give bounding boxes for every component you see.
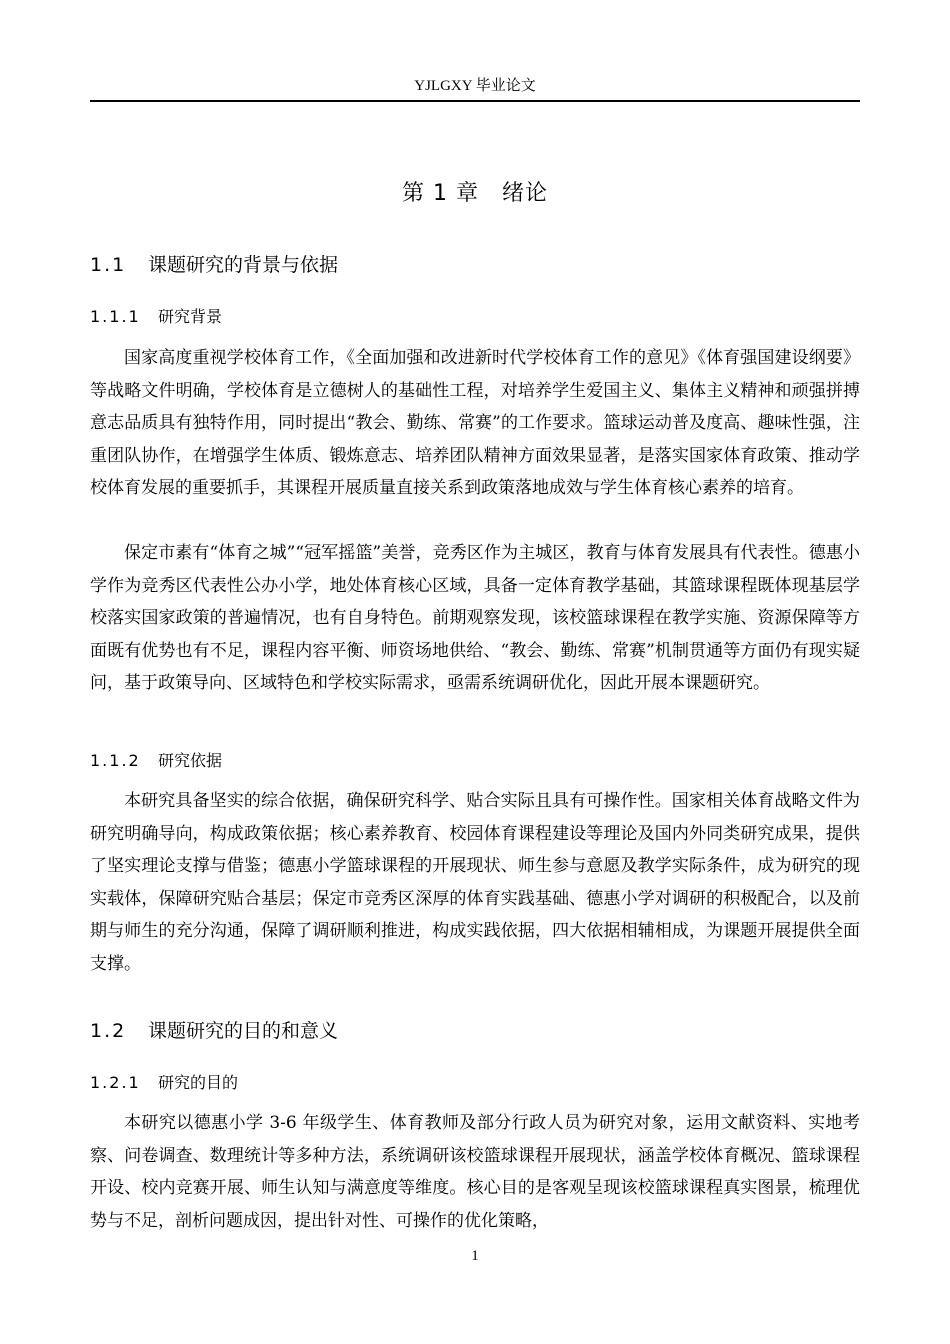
subsection-heading-1-1-1 — [90, 305, 860, 329]
section-title: 课题研究的目的和意义 — [148, 1020, 339, 1042]
subsection-title: 研究的目的 — [158, 1073, 239, 1092]
header-rule — [90, 100, 860, 102]
subsection-heading-1-2-1 — [90, 1071, 860, 1095]
section-heading-1-1 — [90, 251, 860, 279]
paragraph: 本研究具备坚实的综合依据，确保研究科学、贴合实际且具有可操作性。国家相关体育战略文件为研究明确导向，构成政策依据；核心素养教育、校园体育课程建设等理论及国内外同类研究成果，提供了坚实理论支撑与借鉴；德惠小学篮球课程的开展现状、师生参与意愿及教学实际条件，成为研究的现实载体，保障研究贴合基层；保定市竞秀区深厚的体育实践基础、德惠小学对调研的积极配合，以及前期与师生的充分沟通，保障了调研顺利推进，构成实践依据，四大依据相辅相成，为课题开展提供全面支撑。 — [90, 791, 860, 974]
paragraph: 国家高度重视学校体育工作，《全面加强和改进新时代学校体育工作的意见》《体育强国建设纲要》等战略文件明确，学校体育是立德树人的基础性工程，对培养学生爱国主义、集体主义精神和顽强拼搏意志品质具有独特作用，同时提出“教会、勤练、常赛”的工作要求。篮球运动普及度高、趣味性强，注重团队协作，在增强学生体质、锻炼意志、培养团队精神方面效果显著，是落实国家体育政策、推动学校体育发展的重要抓手，其课程开展质量直接关系到政策落地成效与学生体育核心素养的培育。 — [90, 348, 860, 498]
section-number: 1.2 — [90, 1020, 127, 1042]
subsection-number: 1.2.1 — [90, 1073, 141, 1092]
page-number: 1 — [471, 1248, 479, 1264]
subsection-title: 研究背景 — [158, 307, 223, 326]
section-number: 1.1 — [90, 254, 127, 276]
subsection-heading-1-1-2 — [90, 749, 860, 773]
section-title: 课题研究的背景与依据 — [148, 254, 339, 276]
chapter-title: 第 1 章 绪论 — [402, 181, 548, 206]
paragraph: 保定市素有“体育之城”“冠军摇篮”美誉，竞秀区作为主城区，教育与体育发展具有代表性。德惠小学作为竞秀区代表性公办小学，地处体育核心区域，具备一定体育教学基础，其篮球课程既体现基层学校落实国家政策的普遍情况，也有自身特色。前期观察发现，该校篮球课程在教学实施、资源保障等方面既有优势也有不足，课程内容平衡、师资场地供给、“教会、勤练、常赛”机制贯通等方面仍有现实疑问，基于政策导向、区域特色和学校实际需求，亟需系统调研优化，因此开展本课题研究。 — [90, 543, 860, 693]
subsection-number: 1.1.1 — [90, 307, 141, 326]
subsection-title: 研究依据 — [158, 751, 223, 770]
subsection-number: 1.1.2 — [90, 751, 141, 770]
section-heading-1-2 — [90, 1017, 860, 1045]
running-header: YJLGXY 毕业论文 — [414, 78, 536, 94]
paragraph: 本研究以德惠小学 3-6 年级学生、体育教师及部分行政人员为研究对象，运用文献资料、实地考察、问卷调查、数理统计等多种方法，系统调研该校篮球课程开展现状，涵盖学校体育概况、篮球课程开设、校内竞赛开展、师生认知与满意度等维度。核心目的是客观呈现该校篮球课程真实图景，梳理优势与不足，剖析问题成因，提出针对性、可操作的优化策略， — [90, 1113, 860, 1231]
